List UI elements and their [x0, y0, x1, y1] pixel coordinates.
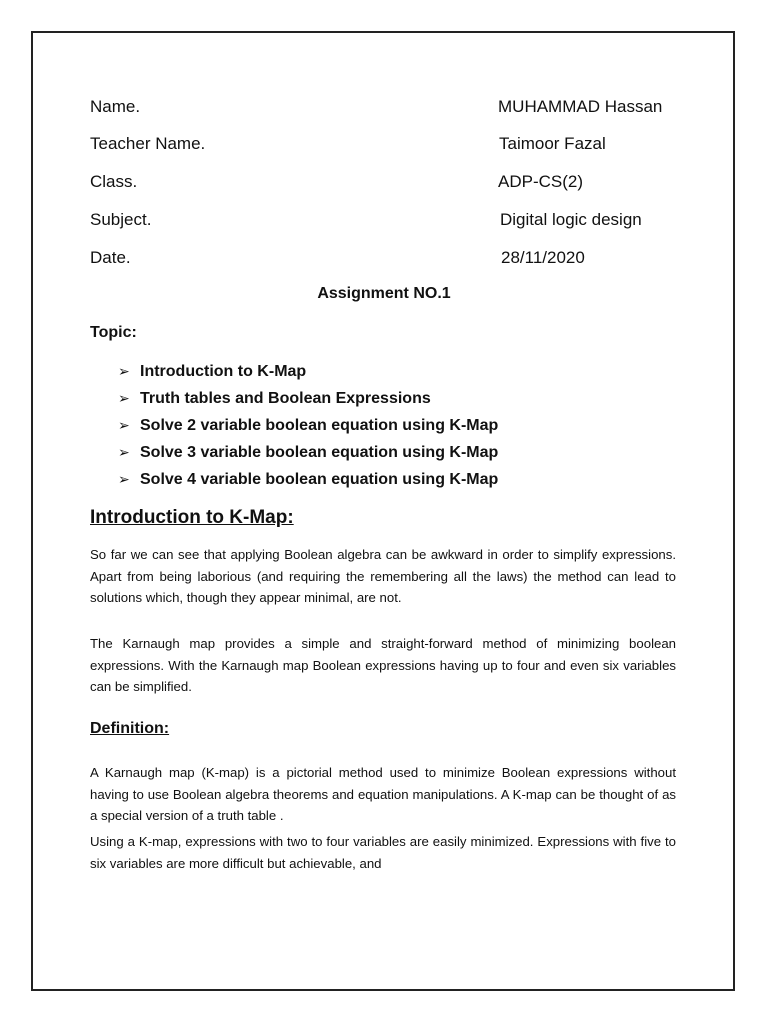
- topic-item: ➢ Truth tables and Boolean Expressions: [118, 385, 498, 412]
- arrow-bullet-icon: ➢: [118, 444, 130, 460]
- class-value: ADP-CS(2): [498, 172, 584, 191]
- intro-paragraph-1: So far we can see that applying Boolean algebra can be awkward in order to simplify expressions. Apart from being laborious (and requiring the remembering all the laws) the method can lead to solutions which, though they appear minimal, are not.: [90, 547, 676, 605]
- topic-item: ➢ Solve 4 variable boolean equation using K-Map: [118, 466, 498, 493]
- topic-item: ➢ Solve 3 variable boolean equation using K-Map: [118, 439, 498, 466]
- intro-heading: Introduction to K-Map:: [90, 507, 294, 528]
- subject-value: Digital logic design: [500, 210, 642, 229]
- topic-list: [118, 358, 498, 493]
- arrow-bullet-icon: ➢: [118, 363, 130, 379]
- arrow-bullet-icon: ➢: [118, 417, 130, 433]
- date-value: 28/11/2020: [501, 248, 585, 267]
- class-label: Class.: [90, 172, 138, 191]
- teacher-value: Taimoor Fazal: [499, 134, 606, 153]
- topic-item: ➢ Introduction to K-Map: [118, 358, 498, 385]
- arrow-bullet-icon: ➢: [118, 471, 130, 487]
- intro-paragraph-2: The Karnaugh map provides a simple and straight-forward method of minimizing boolean expressions. With the Karnaugh map Boolean expressions having up to four and even six variables can be simplified.: [90, 636, 676, 694]
- definition-heading: Definition:: [90, 720, 170, 737]
- definition-paragraph-2: Using a K-map, expressions with two to four variables are easily minimized. Expressions with five to six variables are more difficult but achievable, and: [90, 834, 676, 871]
- topic-heading: Topic:: [90, 324, 137, 341]
- teacher-label: Teacher Name.: [90, 134, 206, 153]
- name-value: MUHAMMAD Hassan: [498, 97, 663, 116]
- subject-label: Subject.: [90, 210, 152, 229]
- definition-paragraph-1: A Karnaugh map (K-map) is a pictorial method used to minimize Boolean expressions without having to use Boolean algebra theorems and equation manipulations. A K-map can be thought of as a special version of a truth table .: [90, 765, 676, 823]
- name-label: Name.: [90, 97, 141, 116]
- arrow-bullet-icon: ➢: [118, 390, 130, 406]
- topic-item: ➢ Solve 2 variable boolean equation using K-Map: [118, 412, 498, 439]
- assignment-title: Assignment NO.1: [317, 285, 451, 302]
- date-label: Date.: [90, 248, 131, 267]
